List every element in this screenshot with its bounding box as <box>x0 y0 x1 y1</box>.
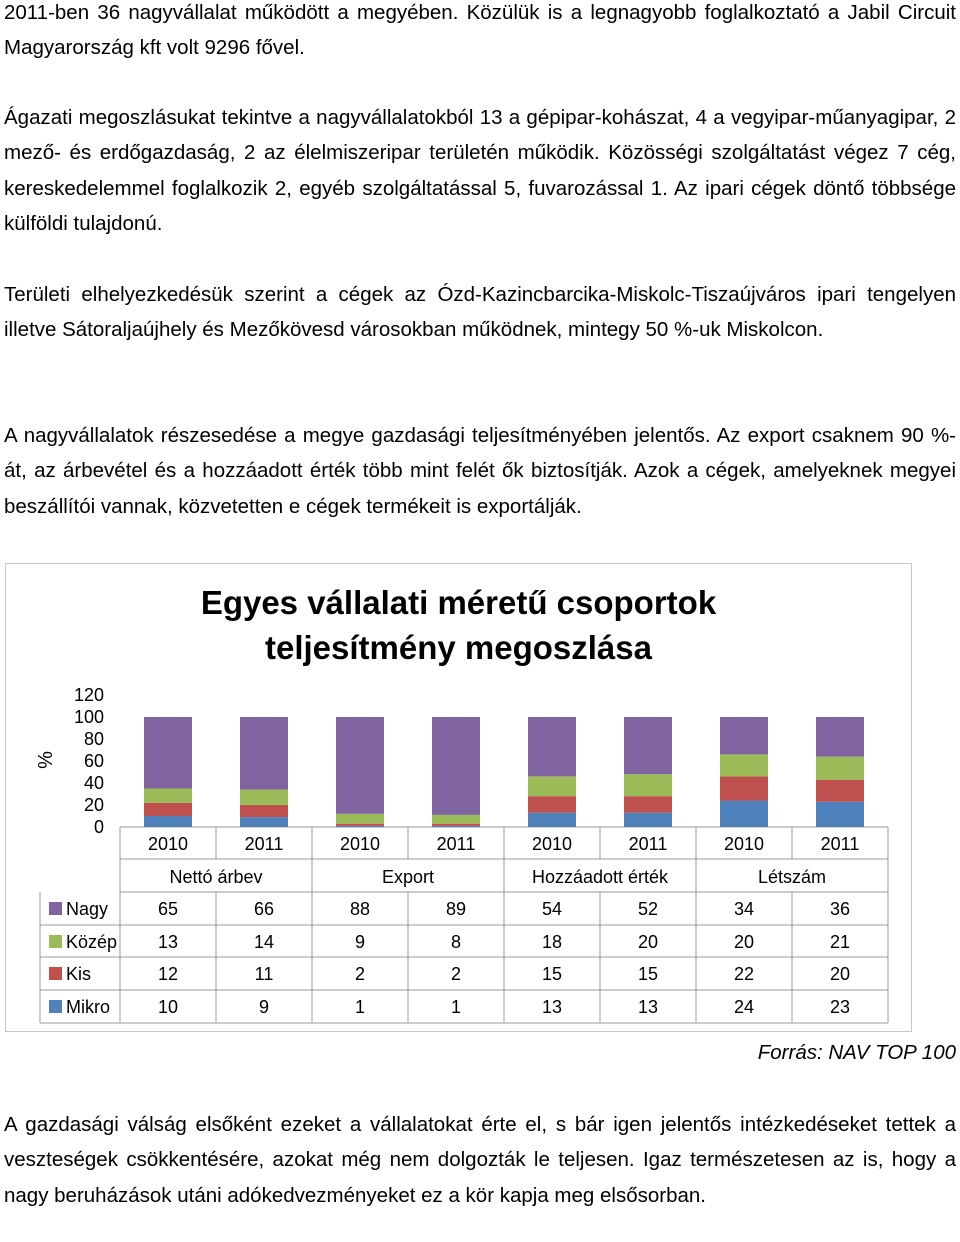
bar-segment-mikro <box>336 826 384 827</box>
legend-swatch <box>49 902 62 915</box>
data-table-value: 2 <box>450 964 462 984</box>
data-table-value: 8 <box>450 932 462 952</box>
bar-segment-kis <box>624 796 672 813</box>
data-table-value: 9 <box>258 997 270 1017</box>
share-paragraph: A nagyvállalatok részesedése a megye gazdasági teljesítményében jelentős. Az export csaknem 90 %-át, az árbevétel és a hozzáadott érték több mint felét ők biztosítják. Azok a cégek, amelyeknek megyei beszállítói vannak, közvetetten e cégek termékeit is exportálják. <box>4 424 956 518</box>
y-tick-label: 20 <box>83 795 104 815</box>
location-paragraph: Területi elhelyezkedésük szerint a cégek az Ózd-Kazincbarcika-Miskolc-Tiszaújváros ipari tengelyen illetve Sátoraljaújhely és Mezőkövesd városokban működnek, mintegy 50 %-uk Miskolcon. <box>4 283 956 342</box>
data-table-value: 52 <box>637 899 659 919</box>
bar-segment-mikro <box>816 802 864 827</box>
data-table-value: 9 <box>354 932 366 952</box>
data-table-value: 22 <box>733 964 755 984</box>
year-label: 2011 <box>628 834 668 854</box>
y-tick-label: 0 <box>93 817 104 837</box>
bar-segment-kzp <box>240 790 288 805</box>
data-table-value: 88 <box>349 899 371 919</box>
bar-segment-kzp <box>336 814 384 824</box>
bar-segment-mikro <box>144 816 192 827</box>
bar-segment-kis <box>144 803 192 816</box>
intro-paragraph: 2011-ben 36 nagyvállalat működött a megyében. Közülük is a legnagyobb foglalkoztató a Jabil Circuit Magyarország kft volt 9296 fővel. <box>4 1 956 60</box>
chart-title-line-1: Egyes vállalati méretű csoportok <box>200 584 717 621</box>
data-table-value: 54 <box>541 899 563 919</box>
bar-segment-nagy <box>240 717 288 790</box>
data-table-value: 1 <box>354 997 366 1017</box>
group-label: Hozzáadott érték <box>531 867 669 887</box>
source-note: Forrás: NAV TOP 100 <box>757 1041 956 1064</box>
data-table-value: 21 <box>829 932 851 952</box>
group-label: Létszám <box>757 867 827 887</box>
y-tick-label: 100 <box>73 707 104 727</box>
legend-swatch <box>49 935 62 948</box>
data-table-value: 10 <box>157 997 179 1017</box>
chart-title-line-2: teljesítmény megoszlása <box>264 629 652 666</box>
year-label: 2010 <box>147 834 189 854</box>
year-label: 2011 <box>820 834 860 854</box>
bar-segment-kzp <box>816 757 864 780</box>
bar-segment-mikro <box>528 813 576 827</box>
legend-label: Nagy <box>66 899 109 919</box>
y-tick-label: 80 <box>83 729 104 749</box>
year-label: 2010 <box>723 834 765 854</box>
data-table-value: 23 <box>829 997 851 1017</box>
bar-segment-kis <box>816 780 864 802</box>
data-table-value: 36 <box>829 899 851 919</box>
bar-segment-nagy <box>144 717 192 789</box>
bar-segment-nagy <box>816 717 864 757</box>
data-table-value: 34 <box>733 899 755 919</box>
data-table-value: 13 <box>637 997 659 1017</box>
bar-segment-kzp <box>720 754 768 776</box>
bar-segment-kis <box>720 776 768 800</box>
bar-segment-kis <box>528 796 576 813</box>
bar-segment-kis <box>432 824 480 826</box>
group-label: Nettó árbev <box>169 867 263 887</box>
data-table-value: 1 <box>450 997 462 1017</box>
year-label: 2011 <box>244 834 284 854</box>
legend-label: Mikro <box>66 997 110 1017</box>
data-table-value: 24 <box>733 997 755 1017</box>
bar-segment-mikro <box>624 813 672 827</box>
data-table-value: 15 <box>637 964 659 984</box>
data-table-value: 20 <box>733 932 755 952</box>
legend-label: Közép <box>66 932 118 952</box>
data-table-value: 89 <box>445 899 467 919</box>
bar-segment-nagy <box>528 717 576 776</box>
y-tick-label: 40 <box>83 773 104 793</box>
data-table-value: 20 <box>829 964 851 984</box>
bar-segment-mikro <box>720 801 768 827</box>
data-table-value: 13 <box>157 932 179 952</box>
y-tick-label: 60 <box>83 751 104 771</box>
crisis-paragraph: A gazdasági válság elsőként ezeket a vállalatokat érte el, s bár igen jelentős intézkedéseket tettek a veszteségek csökkentésére, azokat még nem dolgozták le teljesen. Igaz természetesen az is, hogy a nagy beruházások utáni adókedvezményeket ez a kör kapja meg elsősorban. <box>4 1113 956 1207</box>
group-label: Export <box>381 867 435 887</box>
data-table-value: 11 <box>254 964 274 984</box>
bar-segment-mikro <box>432 826 480 827</box>
legend-swatch <box>49 967 62 980</box>
y-tick-label: 120 <box>73 685 104 705</box>
data-table-value: 15 <box>541 964 563 984</box>
legend-label: Kis <box>66 964 92 984</box>
year-label: 2010 <box>339 834 381 854</box>
data-table-value: 2 <box>354 964 366 984</box>
data-table-value: 20 <box>637 932 659 952</box>
bar-segment-mikro <box>240 817 288 827</box>
data-table-value: 65 <box>157 899 179 919</box>
y-axis-label: % <box>35 751 57 769</box>
bar-segment-kzp <box>432 815 480 824</box>
legend-swatch <box>49 1000 62 1013</box>
sector-paragraph: Ágazati megoszlásukat tekintve a nagyvállalatokból 13 a gépipar-kohászat, 4 a vegyipar-műanyagipar, 2 mező- és erdőgazdaság, 2 az élelmiszeripar területén működik. Közösségi szolgáltatást végez 7 cég, kereskedelemmel foglalkozik 2, egyéb szolgáltatással 5, fuvarozással 1. Az ipari cégek döntő többsége külföldi tulajdonú. <box>4 106 956 235</box>
bar-segment-kzp <box>144 789 192 803</box>
bar-segment-kzp <box>528 776 576 796</box>
data-table-value: 18 <box>541 932 563 952</box>
bar-segment-kis <box>336 824 384 826</box>
bar-segment-nagy <box>336 717 384 814</box>
bar-segment-nagy <box>720 717 768 754</box>
bar-segment-nagy <box>624 717 672 774</box>
data-table-value: 12 <box>157 964 179 984</box>
data-table-value: 14 <box>253 932 275 952</box>
data-table-value: 13 <box>541 997 563 1017</box>
year-label: 2011 <box>436 834 476 854</box>
bar-segment-kzp <box>624 774 672 796</box>
year-label: 2010 <box>531 834 573 854</box>
bar-segment-kis <box>240 805 288 817</box>
data-table-value: 66 <box>253 899 275 919</box>
bar-segment-nagy <box>432 717 480 815</box>
